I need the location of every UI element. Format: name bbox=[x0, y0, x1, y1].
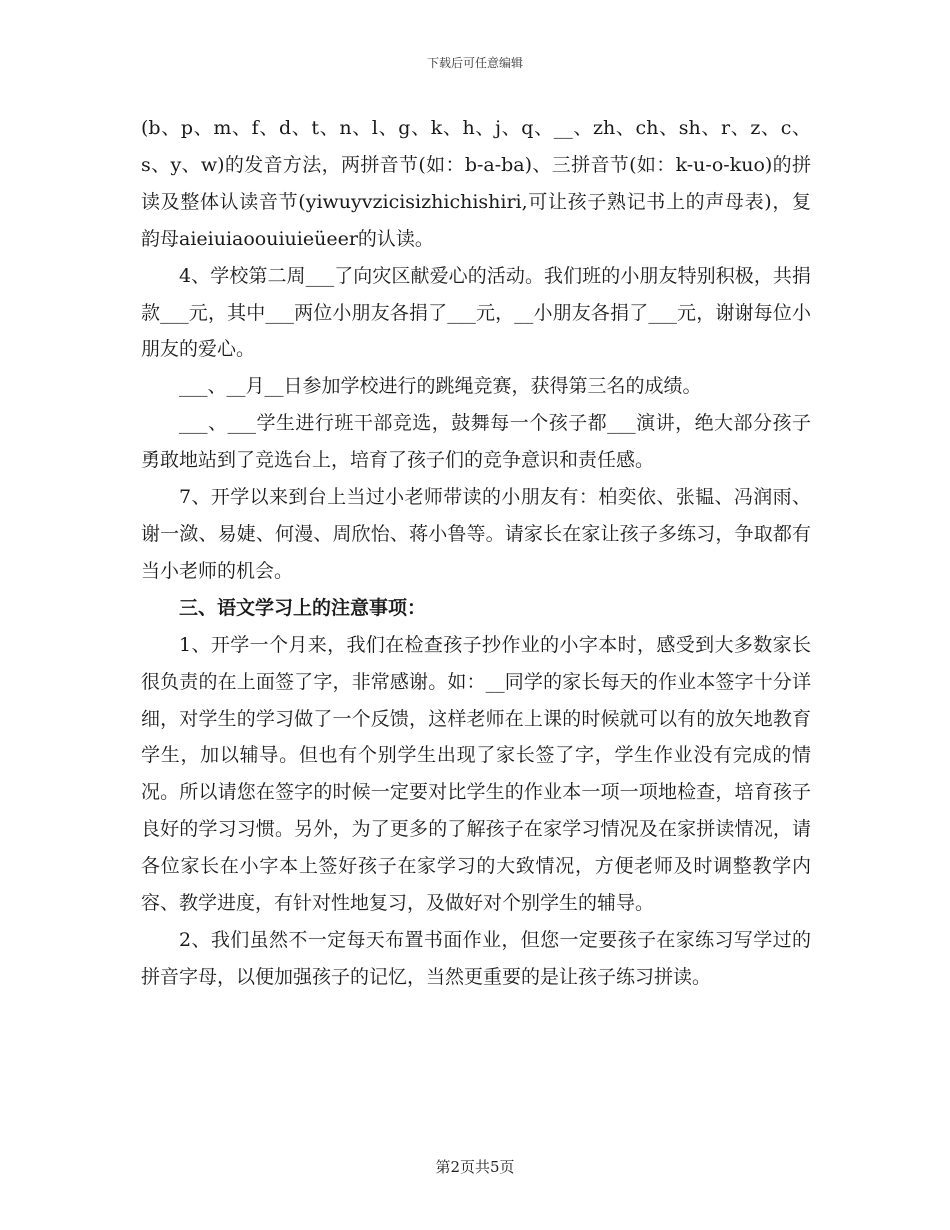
paragraph-class-election: ___、___学生进行班干部竞选，鼓舞每一个孩子都___演讲，绝大部分孩子勇敢地站到了竞选台上，培育了孩子们的竞争意识和责任感。 bbox=[141, 412, 811, 472]
document-body bbox=[141, 110, 811, 996]
page-header: 下载后可任意编辑 bbox=[426, 56, 523, 70]
page-footer: 第2页共5页 bbox=[435, 1158, 515, 1176]
section-heading-notes: 三、语文学习上的注意事项： bbox=[179, 596, 427, 619]
paragraph-phonics: (b、p、m、f、d、t、n、l、g、k、h、j、q、__、zh、ch、sh、r、z、c、s、y、w)的发音方法，两拼音节(如：b-a-ba)、三拼音节(如：k-u-o-kuo)的拼读及整体认读音节(yiwuyvzicisizhichishiri,可让孩子熟记书上的声母表)，复韵母aieiuiaoouiuieüeer的认读。 bbox=[141, 117, 811, 250]
paragraph-practice-writing: 2、我们虽然不一定每天布置书面作业，但您一定要孩子在家练习写学过的拼音字母，以便加强孩子的记忆，当然更重要的是让孩子练习拼读。 bbox=[141, 928, 811, 988]
paragraph-donation: 4、学校第二周___了向灾区献爱心的活动。我们班的小朋友特别积极，共捐款___元，其中___两位小朋友各捐了___元，__小朋友各捐了___元，谢谢每位小朋友的爱心。 bbox=[141, 264, 811, 361]
paragraph-rope-skipping: ___、__月__日参加学校进行的跳绳竞赛，获得第三名的成绩。 bbox=[179, 375, 702, 398]
paragraph-homework-signing: 1、开学一个月来，我们在检查孩子抄作业的小字本时，感受到大多数家长很负责的在上面签了字，非常感谢。如：__同学的家长每天的作业本签字十分详细，对学生的学习做了一个反馈，这样老师在上课的时候就可以有的放矢地教育学生，加以辅导。但也有个别学生出现了家长签了字，学生作业没有完成的情况。所以请您在签字的时候一定要对比学生的作业本一项一项地检查，培育孩子良好的学习习惯。另外，为了更多的了解孩子在家学习情况及在家拼读情况，请各位家长在小字本上签好孩子在家学习的大致情况，方便老师及时调整教学内容、教学进度，有针对性地复习，及做好对个别学生的辅导。 bbox=[141, 633, 811, 915]
paragraph-little-teachers: 7、开学以来到台上当过小老师带读的小朋友有：柏奕依、张韫、冯润雨、谢一潋、易婕、何漫、周欣怡、蒋小鲁等。请家长在家让孩子多练习，争取都有当小老师的机会。 bbox=[141, 486, 811, 582]
